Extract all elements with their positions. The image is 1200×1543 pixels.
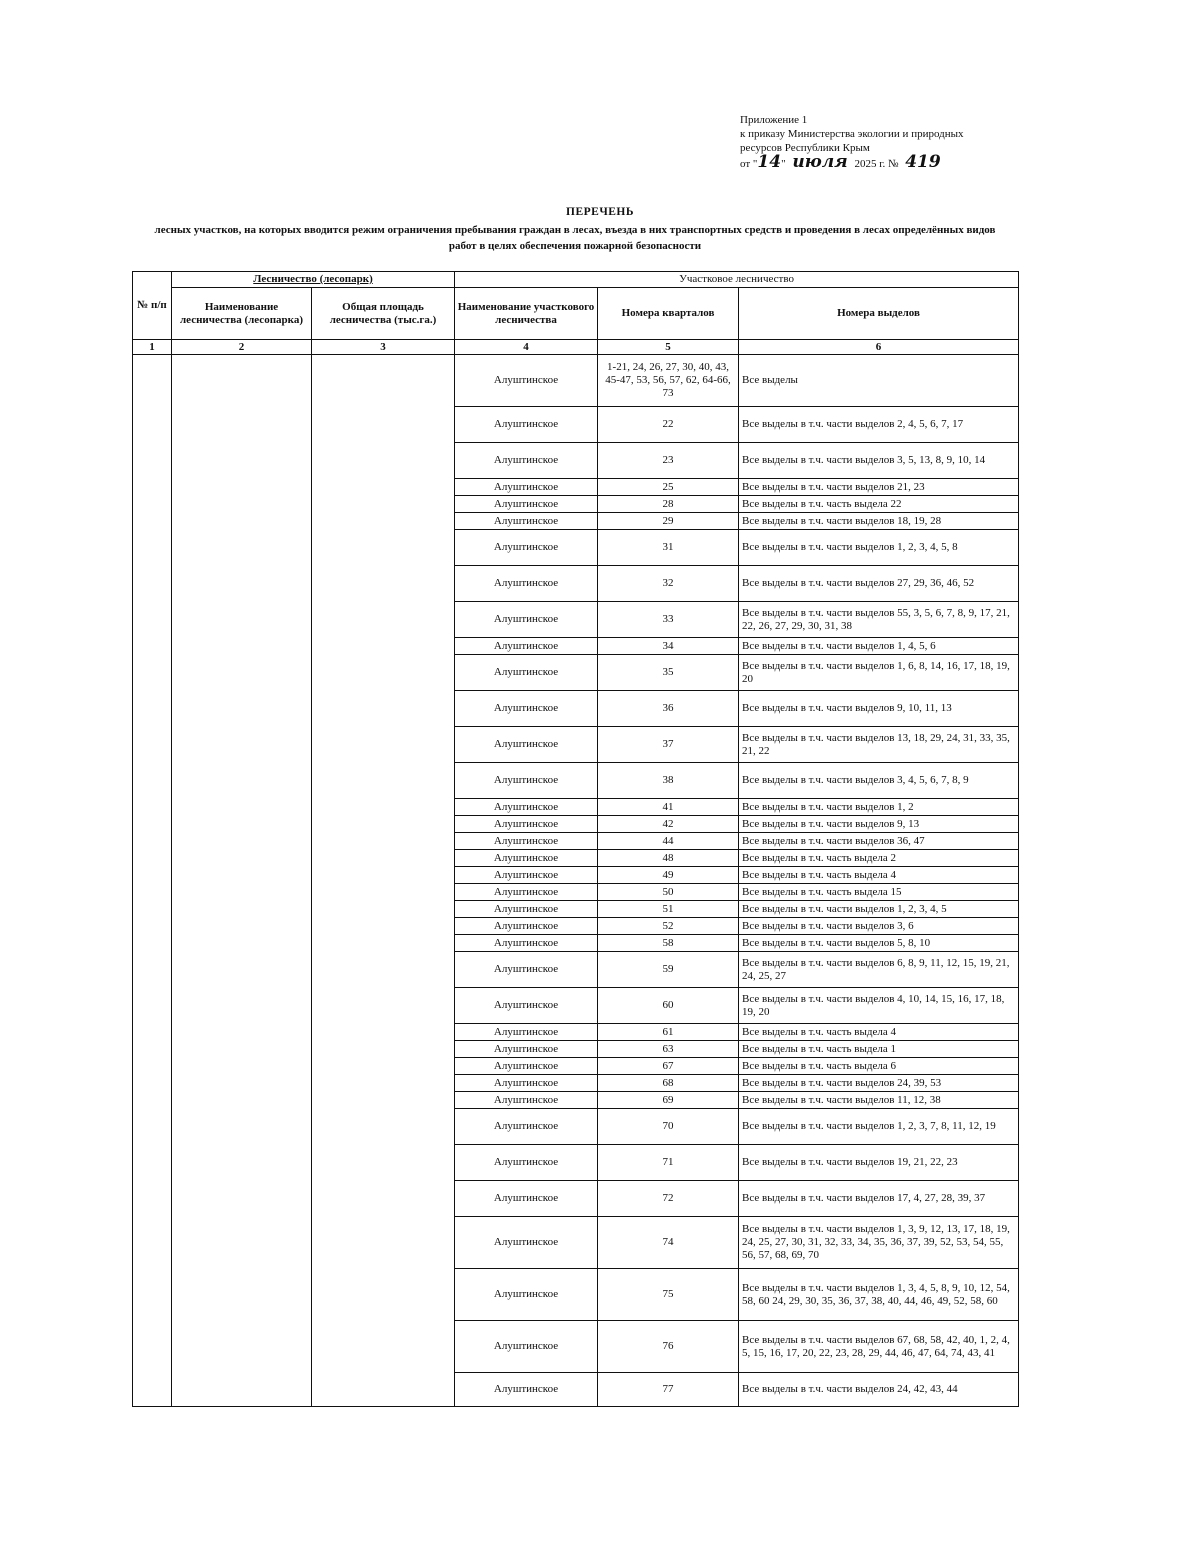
header-quarters: Номера кварталов	[598, 288, 739, 340]
header-num: № п/п	[133, 272, 172, 340]
plots-cell: Все выделы в т.ч. части выделов 9, 13	[739, 816, 1019, 833]
district-cell: Алуштинское	[455, 1217, 598, 1269]
district-cell: Алуштинское	[455, 1058, 598, 1075]
column-index: 3	[312, 340, 455, 355]
quarters-cell: 58	[598, 935, 739, 952]
quarters-cell: 22	[598, 407, 739, 443]
quarters-cell: 69	[598, 1092, 739, 1109]
district-cell: Алуштинское	[455, 1321, 598, 1373]
district-cell: Алуштинское	[455, 901, 598, 918]
quarters-cell: 44	[598, 833, 739, 850]
column-index: 5	[598, 340, 739, 355]
handwritten-order-number: 419	[905, 152, 941, 172]
plots-cell: Все выделы в т.ч. части выделов 19, 21, 22, 23	[739, 1145, 1019, 1181]
district-cell: Алуштинское	[455, 988, 598, 1024]
plots-cell: Все выделы в т.ч. часть выдела 6	[739, 1058, 1019, 1075]
plots-cell: Все выделы в т.ч. части выделов 1, 6, 8, 14, 16, 17, 18, 19, 20	[739, 655, 1019, 691]
plots-cell: Все выделы в т.ч. части выделов 1, 2, 3, 4, 5, 8	[739, 530, 1019, 566]
district-cell: Алуштинское	[455, 638, 598, 655]
num-cell	[133, 355, 172, 1407]
handwritten-day: 14	[757, 152, 782, 172]
district-cell: Алуштинское	[455, 1075, 598, 1092]
district-cell: Алуштинское	[455, 602, 598, 638]
district-cell: Алуштинское	[455, 443, 598, 479]
plots-cell: Все выделы в т.ч. части выделов 17, 4, 27, 28, 39, 37	[739, 1181, 1019, 1217]
document-subtitle: лесных участков, на которых вводится режим ограничения пребывания граждан в лесах, въезда в них транспортных средств и проведения в лесах определённых видов работ в целях обеспечения пожарной безопасности	[154, 224, 996, 252]
quarters-cell: 70	[598, 1109, 739, 1145]
district-cell: Алуштинское	[455, 816, 598, 833]
plots-cell: Все выделы в т.ч. части выделов 27, 29, 36, 46, 52	[739, 566, 1019, 602]
header-forestry-area: Общая площадь лесничества (тыс.га.)	[312, 288, 455, 340]
plots-cell: Все выделы в т.ч. части выделов 18, 19, 28	[739, 513, 1019, 530]
district-cell: Алуштинское	[455, 355, 598, 407]
plots-cell: Все выделы	[739, 355, 1019, 407]
plots-cell: Все выделы в т.ч. части выделов 2, 4, 5, 6, 7, 17	[739, 407, 1019, 443]
district-cell: Алуштинское	[455, 496, 598, 513]
district-cell: Алуштинское	[455, 1269, 598, 1321]
plots-cell: Все выделы в т.ч. части выделов 3, 5, 13, 8, 9, 10, 14	[739, 443, 1019, 479]
plots-cell: Все выделы в т.ч. часть выдела 22	[739, 496, 1019, 513]
appendix-line-1: Приложение 1	[740, 114, 808, 126]
date-mid: "	[781, 158, 786, 170]
district-cell: Алуштинское	[455, 691, 598, 727]
plots-cell: Все выделы в т.ч. часть выдела 4	[739, 867, 1019, 884]
plots-cell: Все выделы в т.ч. части выделов 3, 4, 5, 6, 7, 8, 9	[739, 763, 1019, 799]
district-cell: Алуштинское	[455, 799, 598, 816]
column-index-row	[133, 340, 1019, 355]
quarters-cell: 48	[598, 850, 739, 867]
plots-cell: Все выделы в т.ч. части выделов 67, 68, 58, 42, 40, 1, 2, 4, 5, 15, 16, 17, 20, 22, 23, 28, 29, 44, 46, 47, 64, 74, 43, 41	[739, 1321, 1019, 1373]
quarters-cell: 42	[598, 816, 739, 833]
plots-cell: Все выделы в т.ч. части выделов 24, 42, 43, 44	[739, 1373, 1019, 1407]
quarters-cell: 35	[598, 655, 739, 691]
plots-cell: Все выделы в т.ч. части выделов 1, 2	[739, 799, 1019, 816]
district-cell: Алуштинское	[455, 918, 598, 935]
plots-cell: Все выделы в т.ч. части выделов 11, 12, 38	[739, 1092, 1019, 1109]
header-forestry-group: Лесничество (лесопарк)	[172, 272, 455, 288]
quarters-cell: 60	[598, 988, 739, 1024]
plots-cell: Все выделы в т.ч. части выделов 55, 3, 5, 6, 7, 8, 9, 17, 21, 22, 26, 27, 29, 30, 31, 38	[739, 602, 1019, 638]
district-cell: Алуштинское	[455, 1181, 598, 1217]
plots-cell: Все выделы в т.ч. части выделов 5, 8, 10	[739, 935, 1019, 952]
quarters-cell: 33	[598, 602, 739, 638]
quarters-cell: 59	[598, 952, 739, 988]
header-plots: Номера выделов	[739, 288, 1019, 340]
handwritten-month: июля	[792, 152, 848, 172]
quarters-cell: 50	[598, 884, 739, 901]
quarters-cell: 29	[598, 513, 739, 530]
plots-cell: Все выделы в т.ч. часть выдела 2	[739, 850, 1019, 867]
plots-cell: Все выделы в т.ч. части выделов 21, 23	[739, 479, 1019, 496]
quarters-cell: 1-21, 24, 26, 27, 30, 40, 43, 45-47, 53, 56, 57, 62, 64-66, 73	[598, 355, 739, 407]
quarters-cell: 23	[598, 443, 739, 479]
plots-cell: Все выделы в т.ч. части выделов 1, 4, 5, 6	[739, 638, 1019, 655]
quarters-cell: 76	[598, 1321, 739, 1373]
appendix-block	[740, 113, 964, 171]
plots-cell: Все выделы в т.ч. части выделов 36, 47	[739, 833, 1019, 850]
quarters-cell: 72	[598, 1181, 739, 1217]
district-cell: Алуштинское	[455, 867, 598, 884]
quarters-cell: 37	[598, 727, 739, 763]
date-year: 2025 г. №	[854, 158, 899, 170]
district-cell: Алуштинское	[455, 407, 598, 443]
district-cell: Алуштинское	[455, 935, 598, 952]
plots-cell: Все выделы в т.ч. части выделов 4, 10, 14, 15, 16, 17, 18, 19, 20	[739, 988, 1019, 1024]
plots-cell: Все выделы в т.ч. часть выдела 15	[739, 884, 1019, 901]
district-cell: Алуштинское	[455, 513, 598, 530]
quarters-cell: 67	[598, 1058, 739, 1075]
quarters-cell: 61	[598, 1024, 739, 1041]
district-cell: Алуштинское	[455, 884, 598, 901]
district-cell: Алуштинское	[455, 479, 598, 496]
header-forestry-name: Наименование лесничества (лесопарка)	[172, 288, 312, 340]
column-index: 2	[172, 340, 312, 355]
district-cell: Алуштинское	[455, 1092, 598, 1109]
district-cell: Алуштинское	[455, 1024, 598, 1041]
column-index: 4	[455, 340, 598, 355]
district-cell: Алуштинское	[455, 952, 598, 988]
plots-cell: Все выделы в т.ч. части выделов 6, 8, 9, 11, 12, 15, 19, 21, 24, 25, 27	[739, 952, 1019, 988]
quarters-cell: 51	[598, 901, 739, 918]
quarters-cell: 52	[598, 918, 739, 935]
quarters-cell: 41	[598, 799, 739, 816]
column-index: 1	[133, 340, 172, 355]
quarters-cell: 38	[598, 763, 739, 799]
forestry-name-cell	[172, 355, 312, 1407]
plots-cell: Все выделы в т.ч. часть выдела 1	[739, 1041, 1019, 1058]
plots-cell: Все выделы в т.ч. части выделов 1, 3, 9, 12, 13, 17, 18, 19, 24, 25, 27, 30, 31, 32, 33, 34, 35, 36, 37, 39, 52, 53, 54, 55, 56, 57, 68, 69, 70	[739, 1217, 1019, 1269]
plots-cell: Все выделы в т.ч. части выделов 3, 6	[739, 918, 1019, 935]
district-cell: Алуштинское	[455, 566, 598, 602]
quarters-cell: 31	[598, 530, 739, 566]
quarters-cell: 77	[598, 1373, 739, 1407]
district-cell: Алуштинское	[455, 727, 598, 763]
appendix-date-line	[740, 152, 964, 172]
forest-plots-table	[132, 271, 1019, 1407]
appendix-line-2: к приказу Министерства экологии и природных	[740, 128, 964, 140]
header-district-group: Участковое лесничество	[455, 272, 1019, 288]
plots-cell: Все выделы в т.ч. часть выдела 4	[739, 1024, 1019, 1041]
quarters-cell: 36	[598, 691, 739, 727]
quarters-cell: 75	[598, 1269, 739, 1321]
plots-cell: Все выделы в т.ч. части выделов 24, 39, 53	[739, 1075, 1019, 1092]
plots-cell: Все выделы в т.ч. части выделов 1, 3, 4, 5, 8, 9, 10, 12, 54, 58, 60 24, 29, 30, 35, 36, 37, 38, 40, 44, 46, 49, 52, 58, 60	[739, 1269, 1019, 1321]
quarters-cell: 34	[598, 638, 739, 655]
quarters-cell: 74	[598, 1217, 739, 1269]
forestry-area-cell	[312, 355, 455, 1407]
district-cell: Алуштинское	[455, 833, 598, 850]
date-prefix: от "	[740, 158, 758, 170]
quarters-cell: 71	[598, 1145, 739, 1181]
district-cell: Алуштинское	[455, 1109, 598, 1145]
quarters-cell: 49	[598, 867, 739, 884]
quarters-cell: 25	[598, 479, 739, 496]
plots-cell: Все выделы в т.ч. части выделов 13, 18, 29, 24, 31, 33, 35, 21, 22	[739, 727, 1019, 763]
quarters-cell: 63	[598, 1041, 739, 1058]
column-index: 6	[739, 340, 1019, 355]
plots-cell: Все выделы в т.ч. части выделов 9, 10, 11, 13	[739, 691, 1019, 727]
appendix-line-3: ресурсов Республики Крым	[740, 142, 870, 154]
quarters-cell: 28	[598, 496, 739, 513]
document-title: ПЕРЕЧЕНЬ	[566, 206, 634, 218]
district-cell: Алуштинское	[455, 1041, 598, 1058]
plots-cell: Все выделы в т.ч. части выделов 1, 2, 3, 7, 8, 11, 12, 19	[739, 1109, 1019, 1145]
quarters-cell: 32	[598, 566, 739, 602]
district-cell: Алуштинское	[455, 530, 598, 566]
plots-cell: Все выделы в т.ч. части выделов 1, 2, 3, 4, 5	[739, 901, 1019, 918]
district-cell: Алуштинское	[455, 1373, 598, 1407]
header-district-name: Наименование участкового лесничества	[455, 288, 598, 340]
district-cell: Алуштинское	[455, 763, 598, 799]
table-row	[133, 355, 1019, 407]
district-cell: Алуштинское	[455, 1145, 598, 1181]
district-cell: Алуштинское	[455, 850, 598, 867]
quarters-cell: 68	[598, 1075, 739, 1092]
district-cell: Алуштинское	[455, 655, 598, 691]
